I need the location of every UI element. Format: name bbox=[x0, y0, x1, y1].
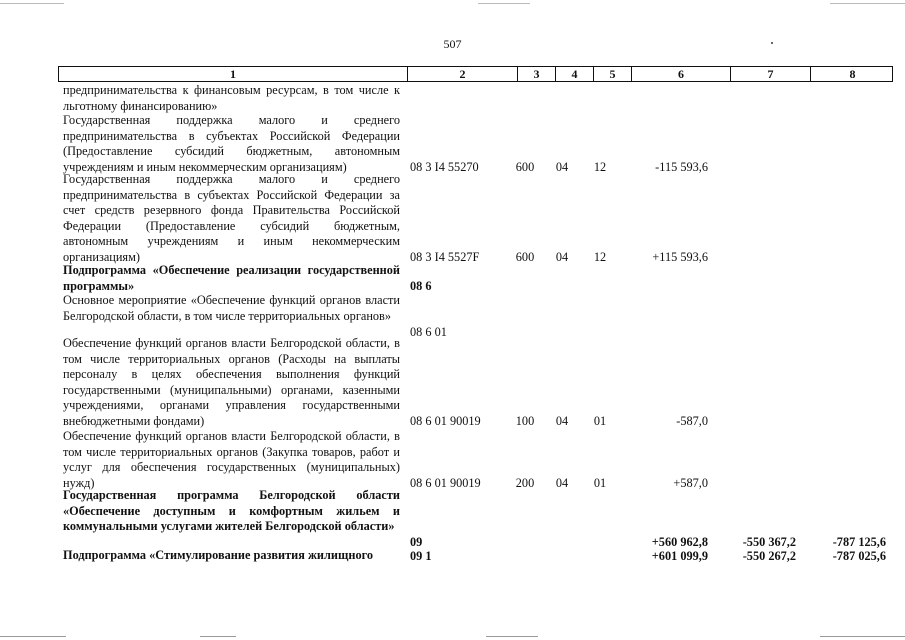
vr-cell: 600 bbox=[515, 159, 535, 174]
col-header-4: 4 bbox=[555, 67, 593, 82]
page-number: 507 bbox=[443, 37, 462, 51]
table-header bbox=[58, 66, 893, 82]
amount-col6: -115 593,6 bbox=[655, 159, 708, 174]
table-row bbox=[0, 548, 905, 564]
rz-cell: 04 bbox=[555, 413, 569, 428]
pr-cell: 01 bbox=[593, 475, 607, 490]
code-cell: 08 3 I4 5527F bbox=[410, 249, 480, 264]
table-row bbox=[0, 336, 905, 429]
row-description: Государственная программа Белгородской области «Обеспечение доступным и комфортным жильем и коммунальными услугами жителей Белгородской области» bbox=[63, 488, 400, 533]
code-cell: 08 6 bbox=[410, 278, 432, 293]
code-cell: 09 bbox=[410, 534, 423, 549]
col-header-7: 7 bbox=[730, 67, 810, 82]
col-header-1: 1 bbox=[230, 67, 236, 81]
row-description: Подпрограмма «Стимулирование развития жилищного bbox=[63, 548, 374, 562]
pr-cell: 12 bbox=[593, 159, 607, 174]
pr-cell: 12 bbox=[593, 249, 607, 264]
amount-col6: -587,0 bbox=[676, 413, 708, 428]
col-header-8: 8 bbox=[810, 67, 894, 82]
table-row bbox=[0, 83, 905, 114]
row-description: Государственная поддержка малого и среднего предпринимательства в субъектах Российской Федерации за счет средств резервного фонда Правительства Российской Федерации (Предоставление субсидий бюджетным, автономным учреждениям и иным некоммерческим организациям) bbox=[63, 172, 400, 264]
amount-col6: +115 593,6 bbox=[652, 249, 708, 264]
table-row bbox=[0, 172, 905, 265]
col-header-6: 6 bbox=[631, 67, 730, 82]
table-row bbox=[0, 488, 905, 550]
rz-cell: 04 bbox=[555, 475, 569, 490]
vr-cell: 100 bbox=[515, 413, 535, 428]
row-description: Подпрограмма «Обеспечение реализации государственной программы» bbox=[63, 263, 400, 293]
rz-cell: 04 bbox=[555, 249, 569, 264]
vr-cell: 600 bbox=[515, 249, 535, 264]
scan-speck bbox=[771, 42, 773, 44]
amount-col6: +601 099,9 bbox=[651, 548, 708, 563]
col-header-2: 2 bbox=[407, 67, 517, 82]
amount-col8: -787 125,6 bbox=[832, 534, 886, 549]
table-row bbox=[0, 113, 905, 175]
col-header-5: 5 bbox=[593, 67, 631, 82]
table-row bbox=[0, 263, 905, 294]
col-header-3: 3 bbox=[517, 67, 555, 82]
code-cell: 08 3 I4 55270 bbox=[410, 159, 479, 174]
row-description: предпринимательства к финансовым ресурсам, в том числе к льготному финансированию» bbox=[63, 83, 400, 113]
table-row bbox=[0, 429, 905, 491]
code-cell: 08 6 01 bbox=[410, 324, 447, 339]
amount-col7: -550 267,2 bbox=[742, 548, 796, 563]
row-description: Основное мероприятие «Обеспечение функций органов власти Белгородской области, в том числе территориальных органов» bbox=[63, 293, 400, 323]
pr-cell: 01 bbox=[593, 413, 607, 428]
code-cell: 09 1 bbox=[410, 548, 432, 563]
amount-col8: -787 025,6 bbox=[832, 548, 886, 563]
row-description: Обеспечение функций органов власти Белгородской области, в том числе территориальных органов (Расходы на выплаты персоналу в целях обеспечения выполнения функций государственными (муниципальными) органами, казенными учреждениями, органами управления государственными внебюджетными фондами) bbox=[63, 336, 400, 428]
code-cell: 08 6 01 90019 bbox=[410, 475, 481, 490]
amount-col6: +587,0 bbox=[673, 475, 708, 490]
rz-cell: 04 bbox=[555, 159, 569, 174]
row-description: Обеспечение функций органов власти Белгородской области, в том числе территориальных органов (Закупка товаров, работ и услуг для обеспечения государственных (муниципальных) нужд) bbox=[63, 429, 400, 490]
amount-col7: -550 367,2 bbox=[742, 534, 796, 549]
code-cell: 08 6 01 90019 bbox=[410, 413, 481, 428]
vr-cell: 200 bbox=[515, 475, 535, 490]
row-description: Государственная поддержка малого и среднего предпринимательства в субъектах Российской Федерации (Предоставление субсидий бюджетным, автономным учреждениям и иным некоммерческим организациям) bbox=[63, 113, 400, 174]
table-row bbox=[0, 293, 905, 340]
amount-col6: +560 962,8 bbox=[651, 534, 708, 549]
